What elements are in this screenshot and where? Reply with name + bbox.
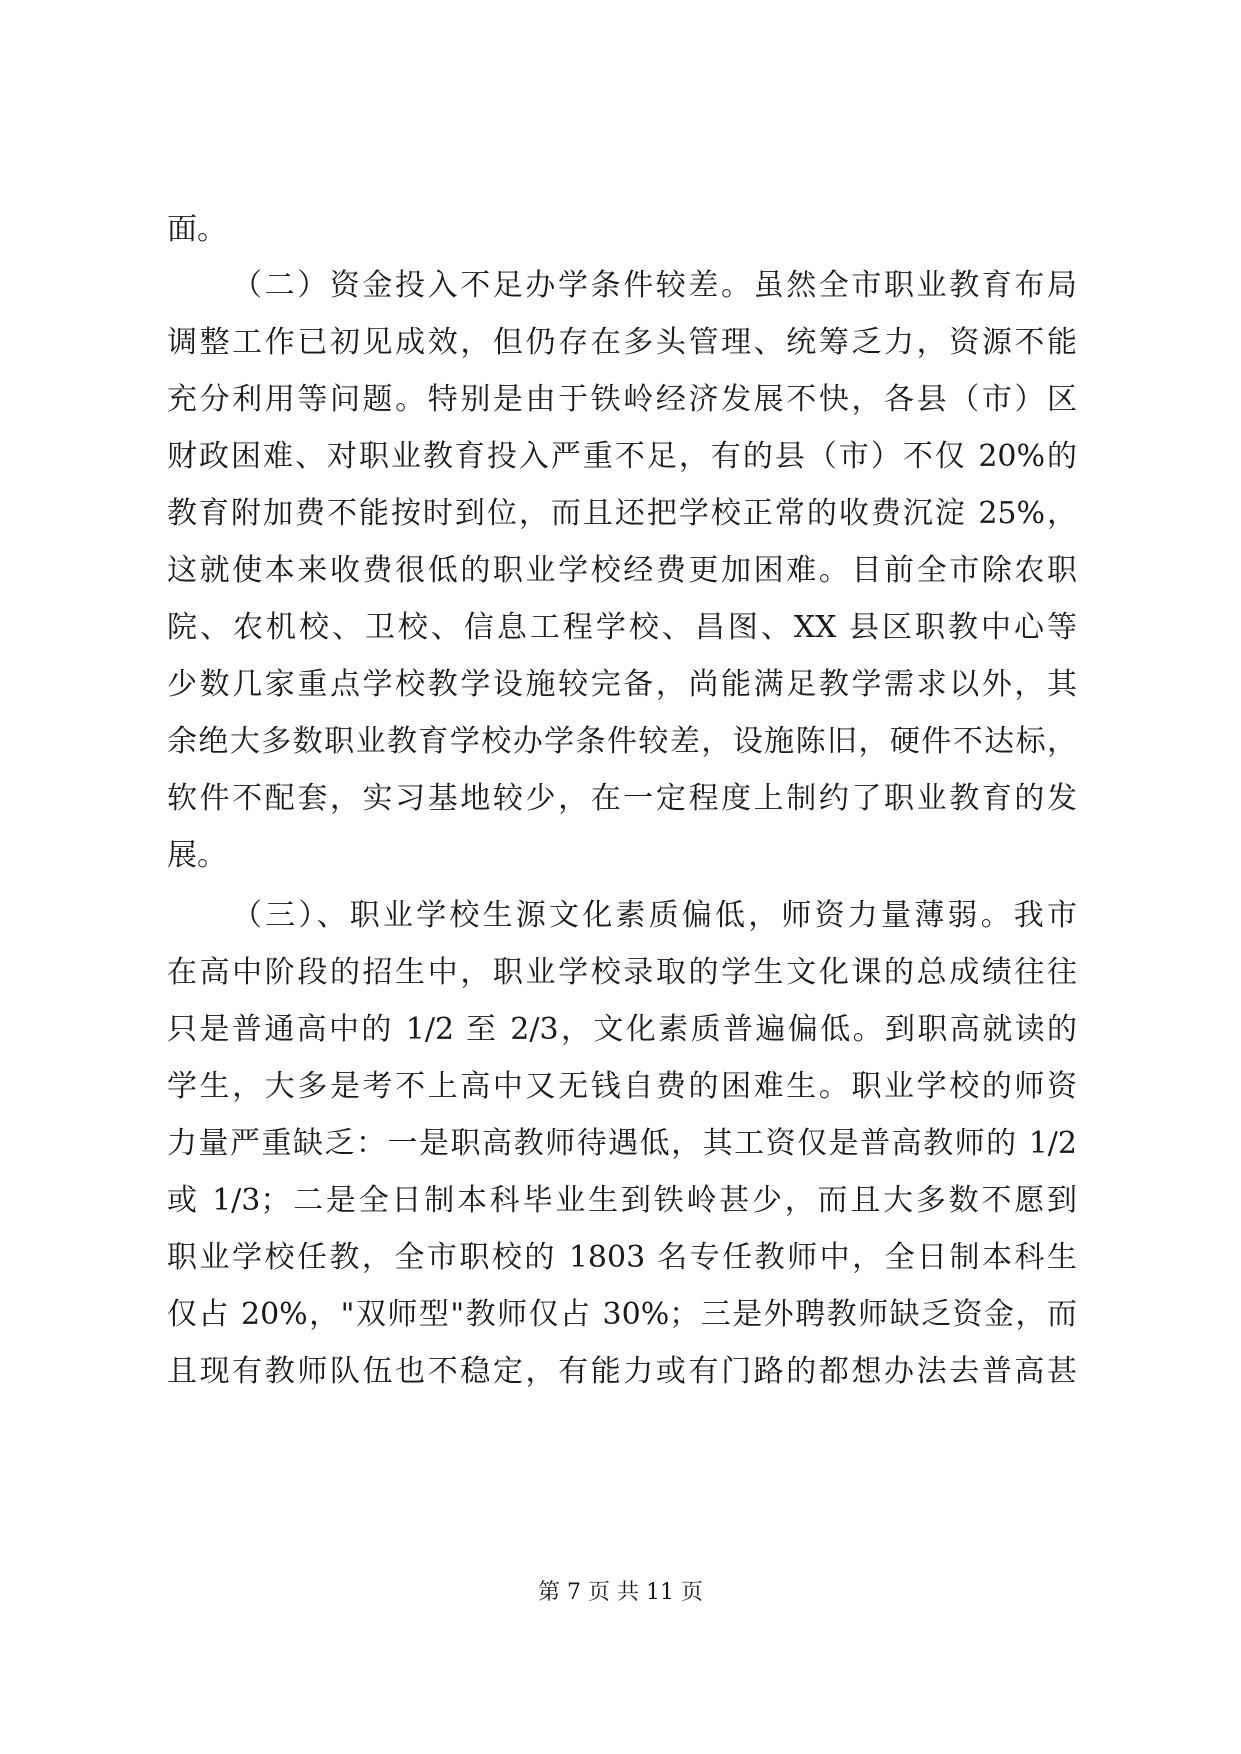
text-line: 教育附加费不能按时到位，而且还把学校正常的收费沉淀 25%， (167, 496, 1077, 531)
text-line: 力量严重缺乏：一是职高教师待遇低，其工资仅是普高教师的 1/2 (167, 1126, 1077, 1161)
text-line: 软件不配套，实习基地较少，在一定程度上制约了职业教育的发 (167, 781, 1077, 816)
text-line: 职业学校任教，全市职校的 1803 名专任教师中，全日制本科生 (167, 1240, 1077, 1275)
text-line: 面。 (167, 212, 227, 247)
text-line: 学生，大多是考不上高中又无钱自费的困难生。职业学校的师资 (167, 1069, 1077, 1104)
text-line: 这就使本来收费很低的职业学校经费更加困难。目前全市除农职 (167, 553, 1077, 588)
text-line: 且现有教师队伍也不稳定，有能力或有门路的都想办法去普高甚 (167, 1354, 1077, 1389)
text-line: 余绝大多数职业教育学校办学条件较差，设施陈旧，硬件不达标， (167, 724, 1077, 759)
text-line: （三）、职业学校生源文化素质偏低，师资力量薄弱。我市 (232, 898, 1077, 933)
text-line: 充分利用等问题。特别是由于铁岭经济发展不快，各县（市）区 (167, 382, 1077, 417)
text-line: 财政困难、对职业教育投入严重不足，有的县（市）不仅 20%的 (167, 439, 1077, 474)
text-line: 调整工作已初见成效，但仍存在多头管理、统筹乏力，资源不能 (167, 325, 1077, 360)
text-line: 少数几家重点学校教学设施较完备，尚能满足教学需求以外，其 (167, 667, 1077, 702)
text-line: 只是普通高中的 1/2 至 2/3，文化素质普遍偏低。到职高就读的 (167, 1012, 1077, 1047)
text-line: 展。 (167, 838, 227, 873)
page-number: 第 7 页 共 11 页 (538, 1580, 703, 1605)
text-line: 仅占 20%，"双师型"教师仅占 30%；三是外聘教师缺乏资金，而 (167, 1297, 1077, 1332)
text-line: 在高中阶段的招生中，职业学校录取的学生文化课的总成绩往往 (167, 955, 1077, 990)
text-line: （二）资金投入不足办学条件较差。虽然全市职业教育布局 (232, 268, 1077, 303)
text-line: 或 1/3；二是全日制本科毕业生到铁岭甚少，而且大多数不愿到 (167, 1183, 1077, 1218)
text-line: 院、农机校、卫校、信息工程学校、昌图、XX 县区职教中心等 (167, 610, 1077, 645)
